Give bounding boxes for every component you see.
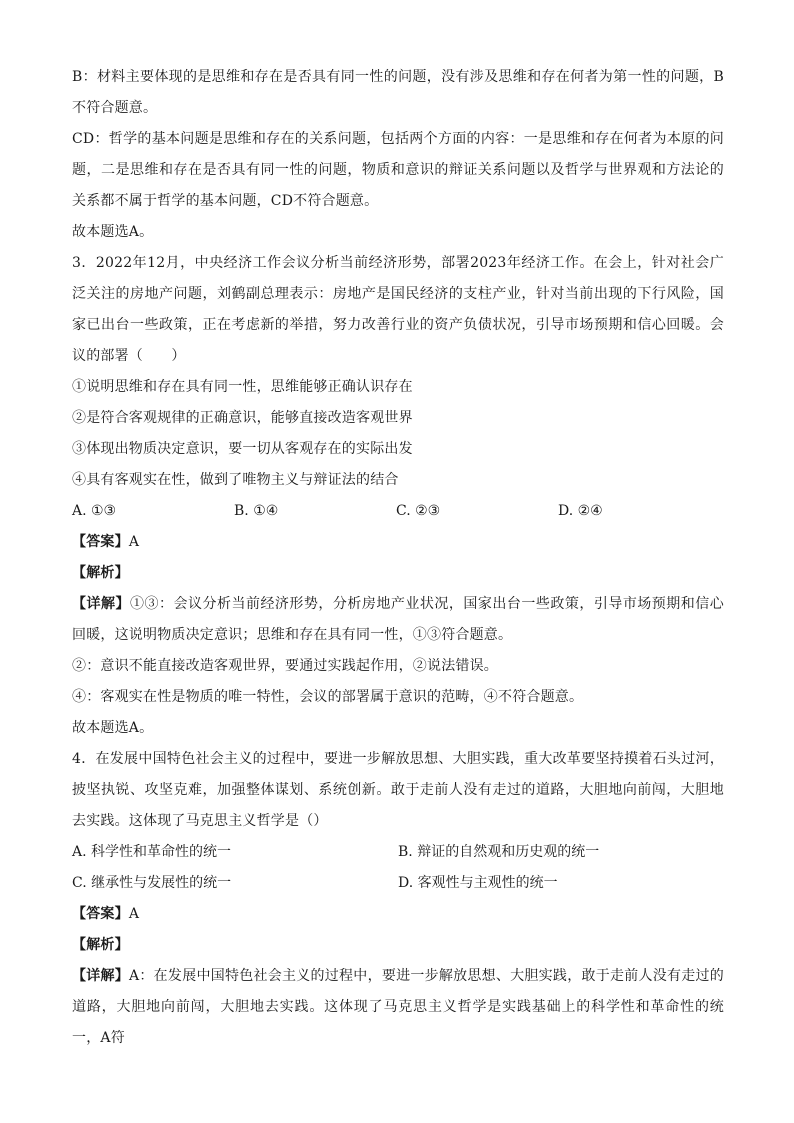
q4-option-c: C. 继承性与发展性的统一 bbox=[72, 875, 232, 891]
document-page bbox=[72, 62, 724, 1054]
q3-detail-1 bbox=[72, 589, 724, 651]
q3-statement-1: ①说明思维和存在具有同一性，思维能够正确认识存在 bbox=[72, 379, 413, 395]
detail-text: A：在发展中国特色社会主义的过程中，要进一步解放思想、大胆实践，敢于走前人没有走过的道路，大胆地向前闯，大胆地去实践。这体现了马克思主义哲学是实践基础上的科学性和革命性的统一，A符 bbox=[72, 968, 724, 1046]
q4-option-d: D. 客观性与主观性的统一 bbox=[398, 875, 558, 891]
q3-option-d: D. ②④ bbox=[558, 503, 603, 519]
q3-conclusion: 故本题选A。 bbox=[72, 720, 154, 736]
q3-answer bbox=[72, 527, 724, 558]
answer-tag: 【答案】 bbox=[72, 534, 129, 550]
q3-detail-2: ②：意识不能直接改造客观世界，要通过实践起作用，②说法错误。 bbox=[72, 658, 498, 674]
q3-options bbox=[72, 496, 724, 527]
q4-answer bbox=[72, 899, 724, 930]
analysis-tag: 【解析】 bbox=[72, 937, 129, 953]
detail-tag: 【详解】 bbox=[72, 968, 130, 984]
q3-option-c: C. ②③ bbox=[396, 503, 441, 519]
q4-detail-1 bbox=[72, 961, 724, 1054]
q4-options bbox=[72, 837, 724, 899]
q4-stem: 4．在发展中国特色社会主义的过程中，要进一步解放思想、大胆实践，重大改革要坚持摸着石头过河，披坚执锐、攻坚克难，加强整体谋划、系统创新。敢于走前人没有走过的道路，大胆地向前闯，大胆地去实践。这体现了马克思主义哲学是（） bbox=[72, 751, 724, 829]
answer-value: A bbox=[128, 906, 140, 922]
q4-option-b: B. 辩证的自然观和历史观的统一 bbox=[398, 844, 600, 860]
q3-detail-3: ④：客观实在性是物质的唯一特性，会议的部署属于意识的范畴，④不符合题意。 bbox=[72, 689, 584, 705]
q3-statement-4: ④具有客观实在性，做到了唯物主义与辩证法的结合 bbox=[72, 472, 399, 488]
analysis-tag: 【解析】 bbox=[72, 565, 129, 581]
q3-statement-3: ③体现出物质决定意识，要一切从客观存在的实际出发 bbox=[72, 441, 413, 457]
detail-text: ①③：会议分析当前经济形势，分析房地产业状况，国家出台一些政策，引导市场预期和信心回暖，这说明物质决定意识；思维和存在具有同一性，①③符合题意。 bbox=[72, 596, 724, 643]
q3-statement-2: ②是符合客观规律的正确意识，能够直接改造客观世界 bbox=[72, 410, 413, 426]
q3-option-a: A. ①③ bbox=[72, 503, 117, 519]
q2-option-cd-explanation: CD：哲学的基本问题是思维和存在的关系问题，包括两个方面的内容：一是思维和存在何者为本原的问题，二是思维和存在是否具有同一性的问题，物质和意识的辩证关系问题以及哲学与世界观和方法论的关系都不属于哲学的基本问题，CD不符合题意。 bbox=[72, 131, 724, 209]
q3-option-b: B. ①④ bbox=[234, 503, 279, 519]
answer-value: A bbox=[128, 534, 140, 550]
q4-option-a: A. 科学性和革命性的统一 bbox=[72, 844, 232, 860]
q2-conclusion: 故本题选A。 bbox=[72, 224, 154, 240]
q3-analysis bbox=[72, 558, 724, 589]
q4-analysis bbox=[72, 930, 724, 961]
answer-tag: 【答案】 bbox=[72, 906, 129, 922]
detail-tag: 【详解】 bbox=[72, 596, 130, 612]
q3-stem: 3．2022年12月，中央经济工作会议分析当前经济形势，部署2023年经济工作。在会上，针对社会广泛关注的房地产问题，刘鹤副总理表示：房地产是国民经济的支柱产业，针对当前出现的下行风险，国家已出台一些政策，正在考虑新的举措，努力改善行业的资产负债状况，引导市场预期和信心回暖。会议的部署（ ） bbox=[72, 255, 724, 364]
q2-option-b-explanation: B：材料主要体现的是思维和存在是否具有同一性的问题，没有涉及思维和存在何者为第一性的问题，B不符合题意。 bbox=[72, 69, 724, 116]
